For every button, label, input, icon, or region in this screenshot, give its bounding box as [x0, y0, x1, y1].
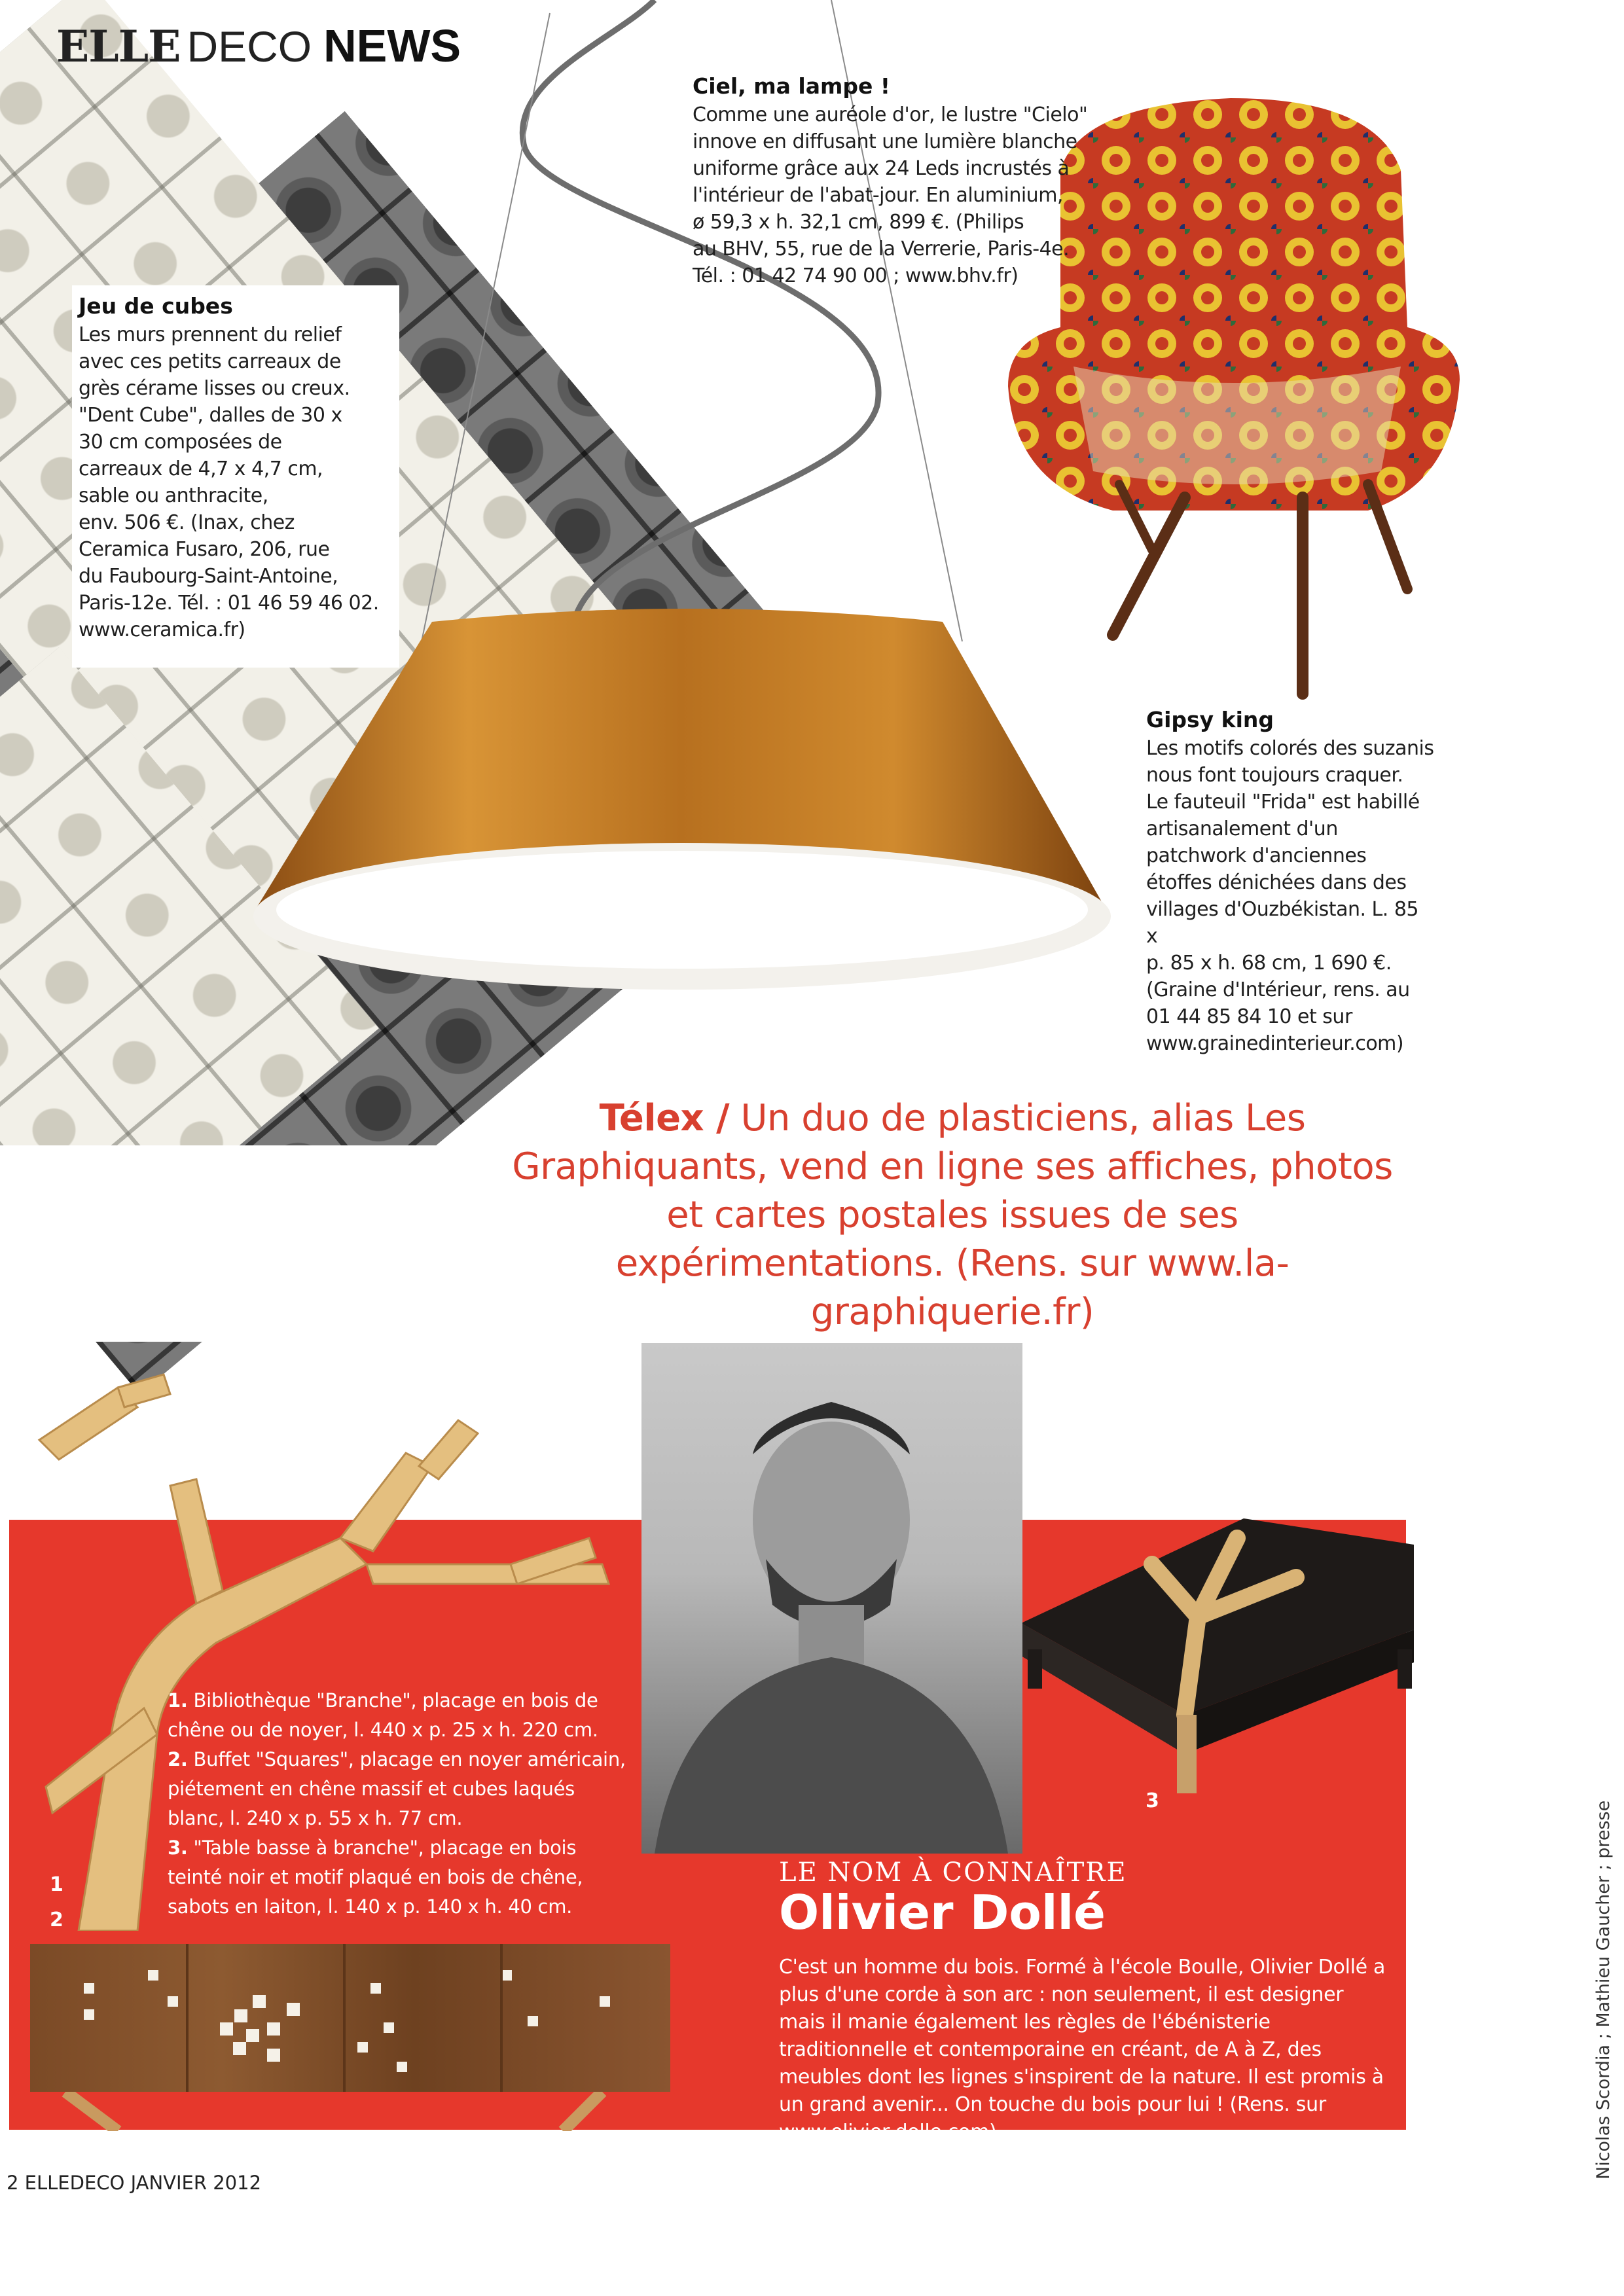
- product-item-3: 3. "Table basse à branche", placage en bois teinté noir et motif plaqué en bois de chêne, sabots en laiton, l. 140 x p. 140 x h. 40 cm.: [168, 1837, 583, 1918]
- label-number-3: 3: [1146, 1789, 1159, 1812]
- product-item-2: 2. Buffet "Squares", placage en noyer américain, piétement en chêne massif et cubes laqués blanc, l. 240 x p. 55 x h. 77 cm.: [168, 1748, 626, 1829]
- masthead-elle: ELLE: [56, 21, 181, 72]
- label-number-1: 1: [50, 1873, 63, 1896]
- caption-ciel-ma-lampe: [686, 68, 1105, 295]
- masthead: [56, 20, 461, 85]
- telex-note: [497, 1094, 1407, 1336]
- caption-jeu-de-cubes: [72, 285, 399, 668]
- buffet-pattern: [30, 1944, 670, 2092]
- feature-bio: C'est un homme du bois. Formé à l'école Boulle, Olivier Dollé a plus d'une corde à son arc : non seulement, il est designer mais il manie également les règles de l'ébénisterie traditionnelle et contemporaine en créant, de A à Z, des meubles dont les lignes s'inspirent de la nature. Il est promis à un grand avenir... On touche du bois pour lui ! (Rens. sur www.olivier-dolle.com): [779, 1956, 1386, 2144]
- caption-title: Ciel, ma lampe !: [693, 73, 890, 99]
- masthead-deco: DECO: [187, 22, 312, 71]
- caption-body: Comme une auréole d'or, le lustre "Cielo" innove en diffusant une lumière blanche uniforme grâce aux 24 Leds incrustés à l'intérieur de l'abat-jour. En aluminium, ø 59,3 x h. 32,1 cm, 899 €. (Philips au BHV, 55, rue de la Verrerie, Paris-4e. Tél. : 01 42 74 90 00 ; www.bhv.fr): [693, 103, 1088, 287]
- table-basse-image: [1021, 1518, 1414, 1800]
- feature-name: Olivier Dollé: [779, 1885, 1106, 1940]
- caption-body: Les motifs colorés des suzanis nous font toujours craquer. Le fauteuil "Frida" est habillé artisanalement d'un patchwork d'anciennes étoffes dénichées dans des villages d'Ouzbékistan. L. 85 x p. 85 x h. 68 cm, 1 690 €. (Graine d'Intérieur, rens. au 01 44 85 84 10 et sur www.grainedinterieur.com): [1146, 737, 1434, 1055]
- caption-title: Jeu de cubes: [79, 293, 233, 319]
- portrait-figure: [641, 1343, 1022, 1854]
- caption-gipsy-king: [1142, 702, 1438, 1062]
- photo-credits: Nicolas Scordia ; Mathieu Gaucher ; presse: [1593, 1800, 1614, 2179]
- telex-label: Télex /: [599, 1097, 730, 1139]
- caption-title: Gipsy king: [1146, 707, 1274, 732]
- olivier-dolle-portrait: [641, 1343, 1022, 1854]
- caption-body: Les murs prennent du relief avec ces petits carreaux de grès cérame lisses ou creux. "Dent Cube", dalles de 30 x 30 cm composées de carreaux de 4,7 x 4,7 cm, sable ou anthracite, env. 506 €. (Inax, chez Ceramica Fusaro, 206, rue du Faubourg-Saint-Antoine, Paris-12e. Tél. : 01 46 59 46 02. www.ceramica.fr): [79, 323, 379, 641]
- product-list: [168, 1686, 626, 1922]
- squares-buffet-image: [30, 1944, 670, 2092]
- buffet-legs: [39, 2092, 668, 2131]
- masthead-news: NEWS: [323, 20, 461, 71]
- telex-text: Un duo de plasticiens, alias Les Graphiquants, vend en ligne ses affiches, photos et cartes postales issues de ses expérimentations. (Rens. sur www.la-graphiquerie.fr): [512, 1097, 1393, 1333]
- page-footer: 2 ELLEDECO JANVIER 2012: [7, 2172, 262, 2194]
- feature-kicker: LE NOM À CONNAÎTRE: [779, 1857, 1127, 1888]
- product-item-1: 1. Bibliothèque "Branche", placage en bois de chêne ou de noyer, l. 440 x p. 25 x h. 220 cm.: [168, 1689, 598, 1741]
- label-number-2: 2: [50, 1909, 63, 1931]
